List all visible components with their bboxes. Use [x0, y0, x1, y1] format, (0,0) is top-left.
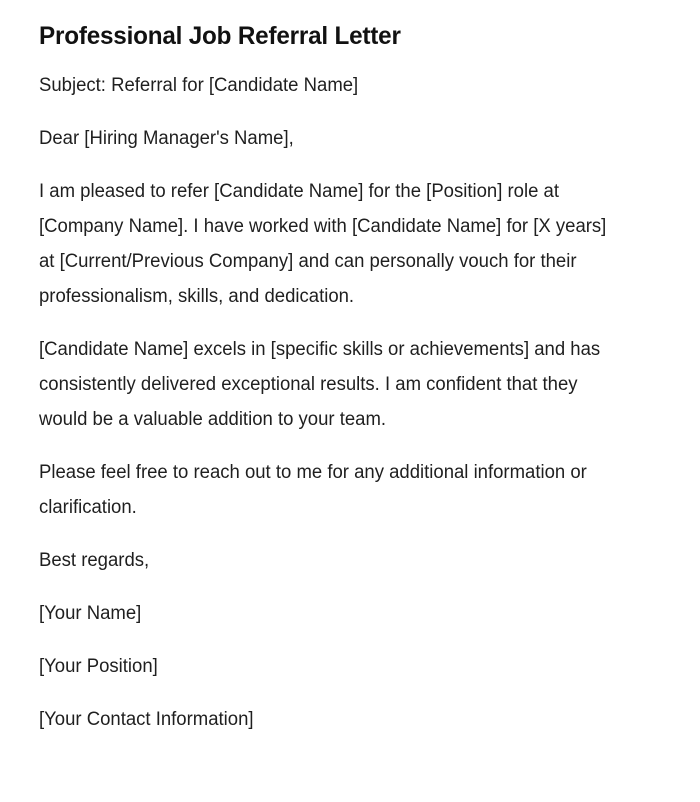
salutation: Dear [Hiring Manager's Name], — [39, 128, 294, 149]
signature-contact: [Your Contact Information] — [39, 709, 254, 730]
closing: Best regards, — [39, 550, 150, 571]
paragraph-2: [Candidate Name] excels in [specific skills or achievements] and has consistently delivered exceptional results. I am confident that they would be a valuable addition to your team. — [39, 339, 601, 430]
paragraph-3: Please feel free to reach out to me for any additional information or clarification. — [39, 462, 587, 518]
page-title: Professional Job Referral Letter — [39, 22, 401, 50]
letter-body — [39, 68, 630, 737]
paragraph-1: I am pleased to refer [Candidate Name] for the [Position] role at [Company Name]. I have worked with [Candidate Name] for [X years] at [Current/Previous Company] and can personally vouch for their professionalism, skills, and dedication. — [39, 181, 607, 307]
signature-position: [Your Position] — [39, 656, 158, 677]
subject-line: Subject: Referral for [Candidate Name] — [39, 75, 359, 96]
signature-name: [Your Name] — [39, 603, 142, 624]
